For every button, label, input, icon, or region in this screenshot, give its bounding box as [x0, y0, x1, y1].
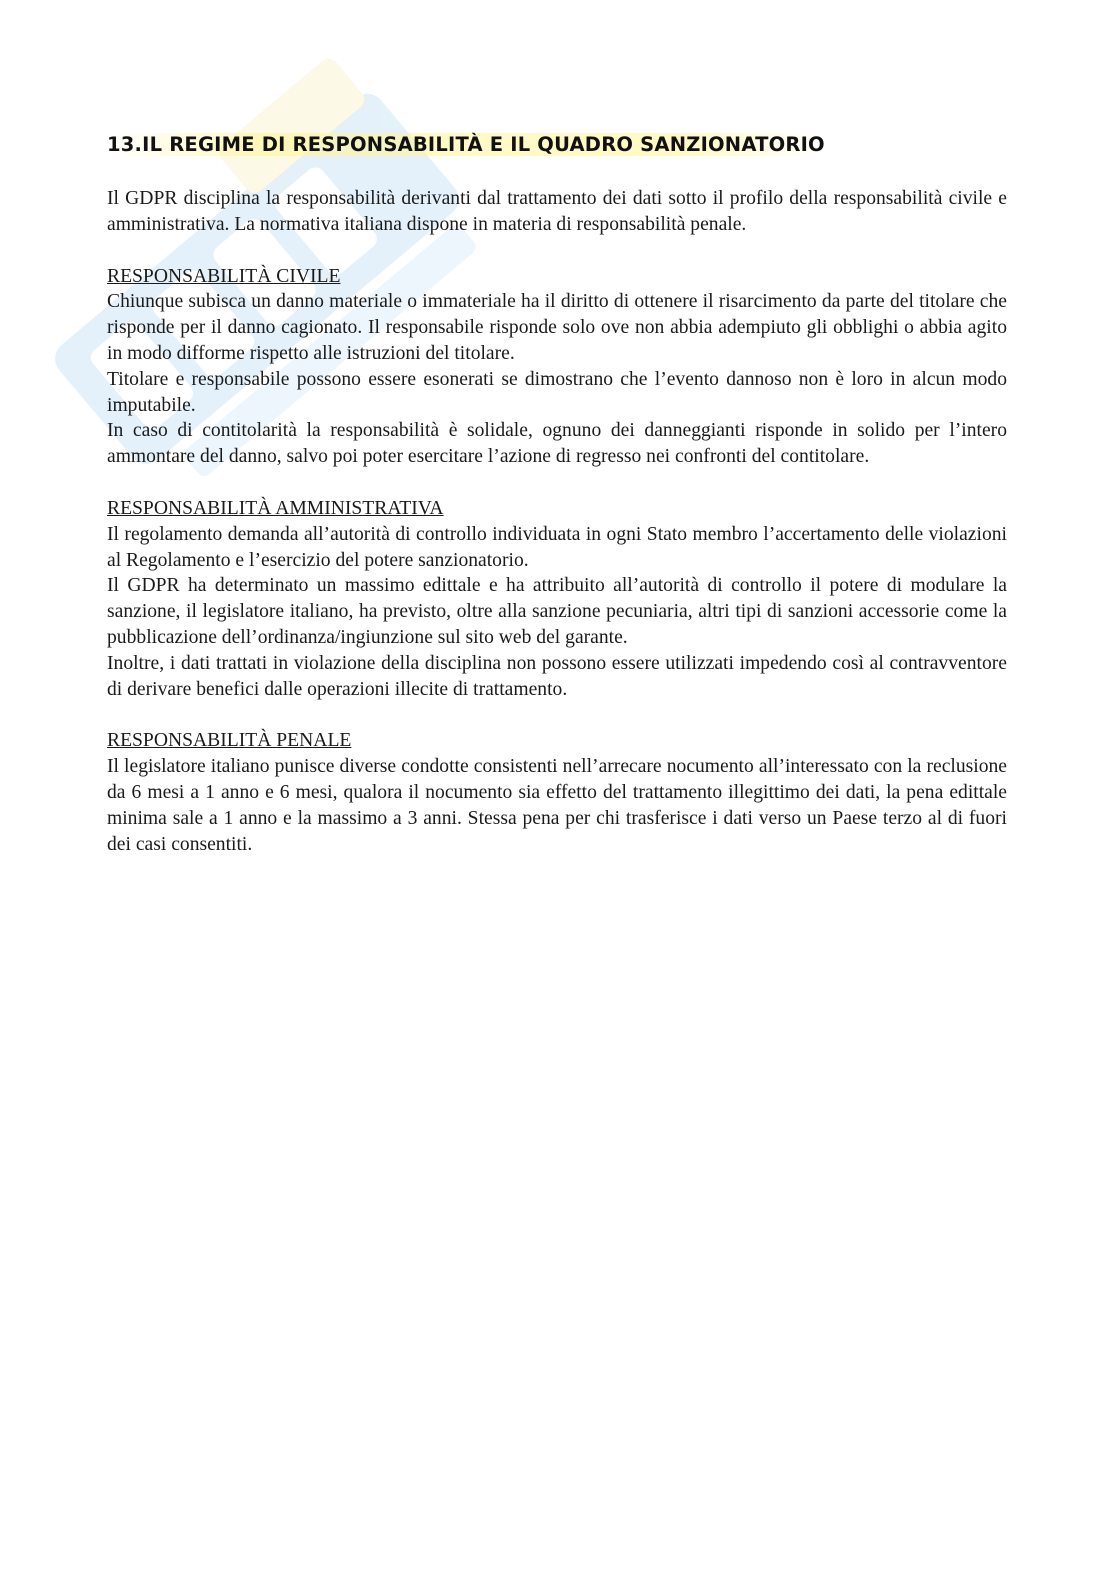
section-administrative — [107, 496, 1007, 702]
section-penal — [107, 728, 1007, 857]
document-title — [107, 130, 1007, 160]
section-administrative-paragraph-3: Inoltre, i dati trattati in violazione della disciplina non possono essere utilizzati impedendo così al contravventore di derivare benefici dalle operazioni illecite di trattamento. — [107, 652, 1007, 700]
section-civil-paragraph-2: Titolare e responsabile possono essere esonerati se dimostrano che l’evento dannoso non è loro in alcun modo imputabile. — [107, 368, 1007, 416]
section-civil-paragraph-3: In caso di contitolarità la responsabilità è solidale, ognuno dei danneggianti risponde in solido per l’intero ammontare del danno, salvo poi poter esercitare l’azione di regresso nei confronti del contitolare. — [107, 420, 1007, 468]
section-administrative-paragraph-2: Il GDPR ha determinato un massimo edittale e ha attribuito all’autorità di controllo il potere di modulare la sanzione, il legislatore italiano, ha previsto, oltre alla sanzione pecuniaria, altri tipi di sanzioni accessorie come la pubblicazione dell’ordinanza/ingiunzione sul sito web del garante. — [107, 575, 1007, 648]
section-civil — [107, 264, 1007, 470]
section-heading-penal: RESPONSABILITÀ PENALE — [107, 730, 352, 752]
document-title-text: 13.IL REGIME DI RESPONSABILITÀ E IL QUADRO SANZIONATORIO — [107, 133, 825, 156]
section-penal-paragraph-1: Il legislatore italiano punisce diverse condotte consistenti nell’arrecare nocumento all’interessato con la reclusione da 6 mesi a 1 anno e 6 mesi, qualora il nocumento sia effetto del trattamento illegittimo dei dati, la pena edittale minima sale a 1 anno e la massimo a 3 anni. Stessa pena per chi trasferisce i dati verso un Paese terzo al di fuori dei casi consentiti. — [107, 756, 1007, 855]
document-page — [107, 130, 1007, 857]
section-heading-administrative: RESPONSABILITÀ AMMINISTRATIVA — [107, 497, 444, 519]
section-civil-paragraph-1: Chiunque subisca un danno materiale o immateriale ha il diritto di ottenere il risarcimento da parte del titolare che risponde per il danno cagionato. Il responsabile risponde solo ove non abbia adempiuto gli obblighi o abbia agito in modo difforme rispetto alle istruzioni del titolare. — [107, 291, 1007, 364]
section-heading-civil: RESPONSABILITÀ CIVILE — [107, 265, 341, 287]
section-administrative-paragraph-1: Il regolamento demanda all’autorità di controllo individuata in ogni Stato membro l’accertamento delle violazioni al Regolamento e l’esercizio del potere sanzionatorio. — [107, 523, 1007, 571]
intro-paragraph: Il GDPR disciplina la responsabilità derivanti dal trattamento dei dati sotto il profilo della responsabilità civile e amministrativa. La normativa italiana dispone in materia di responsabilità penale. — [107, 188, 1007, 235]
